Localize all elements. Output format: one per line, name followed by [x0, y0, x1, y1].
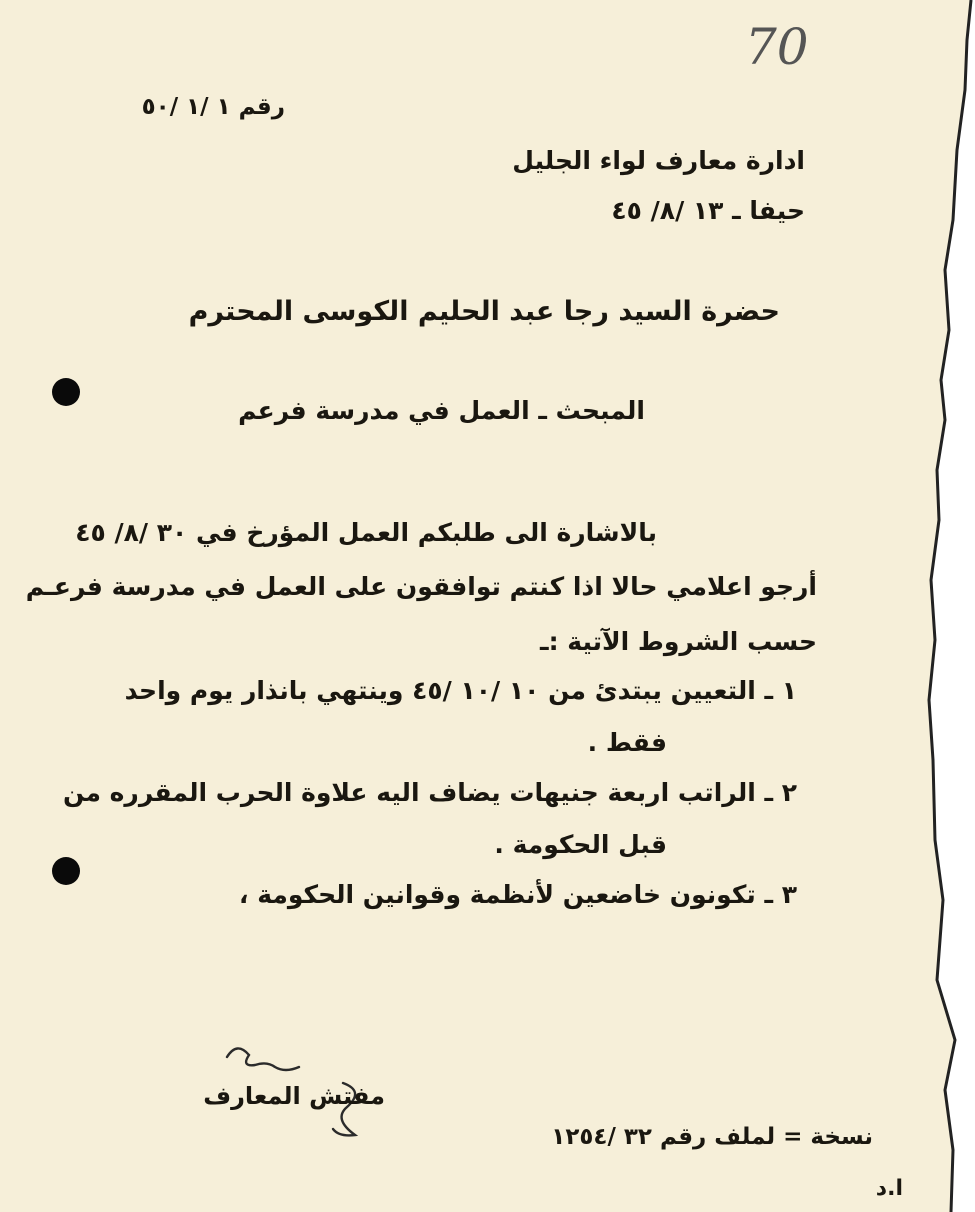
condition-1-line-a: ١ ـ التعيين يبتدئ من ١٠ /١٠ /٤٥ وينتهي بانذار يوم واحد [124, 676, 797, 705]
body-line-3: حسب الشروط الآتية :ـ [540, 627, 817, 656]
body-line-2: أرجو اعلامي حالا اذا كنتم توافقون على العمل في مدرسة فرعـم [25, 572, 817, 601]
binder-hole-top [52, 378, 80, 406]
body-line-1: بالاشارة الى طلبكم العمل المؤرخ في ٣٠ /٨/ ٤٥ [75, 518, 657, 547]
condition-3-line-a: ٣ ـ تكونون خاضعين لأنظمة وقوانين الحكومة ، [239, 880, 797, 909]
subject-line: المبحث ـ العمل في مدرسة فرعم [238, 396, 645, 425]
condition-2-line-a: ٢ ـ الراتب اربعة جنيهات يضاف اليه علاوة الحرب المقرره من [62, 778, 797, 807]
copy-note: نسخة = لملف رقم ٣٢ /١٢٥٤ [551, 1124, 873, 1150]
footer-initials: ا.د [875, 1176, 903, 1201]
binder-hole-bottom [52, 857, 80, 885]
signature-title: مفتش المعارف [203, 1082, 385, 1110]
place-date: حيفا ـ ١٣ /٨/ ٤٥ [611, 196, 805, 225]
torn-edge [915, 0, 975, 1212]
reference-number: رقم ١ /١ /٥٠ [141, 94, 285, 120]
condition-1-line-b: فقط . [587, 728, 667, 757]
condition-2-line-b: قبل الحكومة . [494, 830, 667, 859]
office-name: ادارة معارف لواء الجليل [512, 146, 805, 175]
folio-number: 70 [745, 18, 809, 76]
addressee: حضرة السيد رجا عبد الحليم الكوسى المحترم [188, 296, 780, 327]
